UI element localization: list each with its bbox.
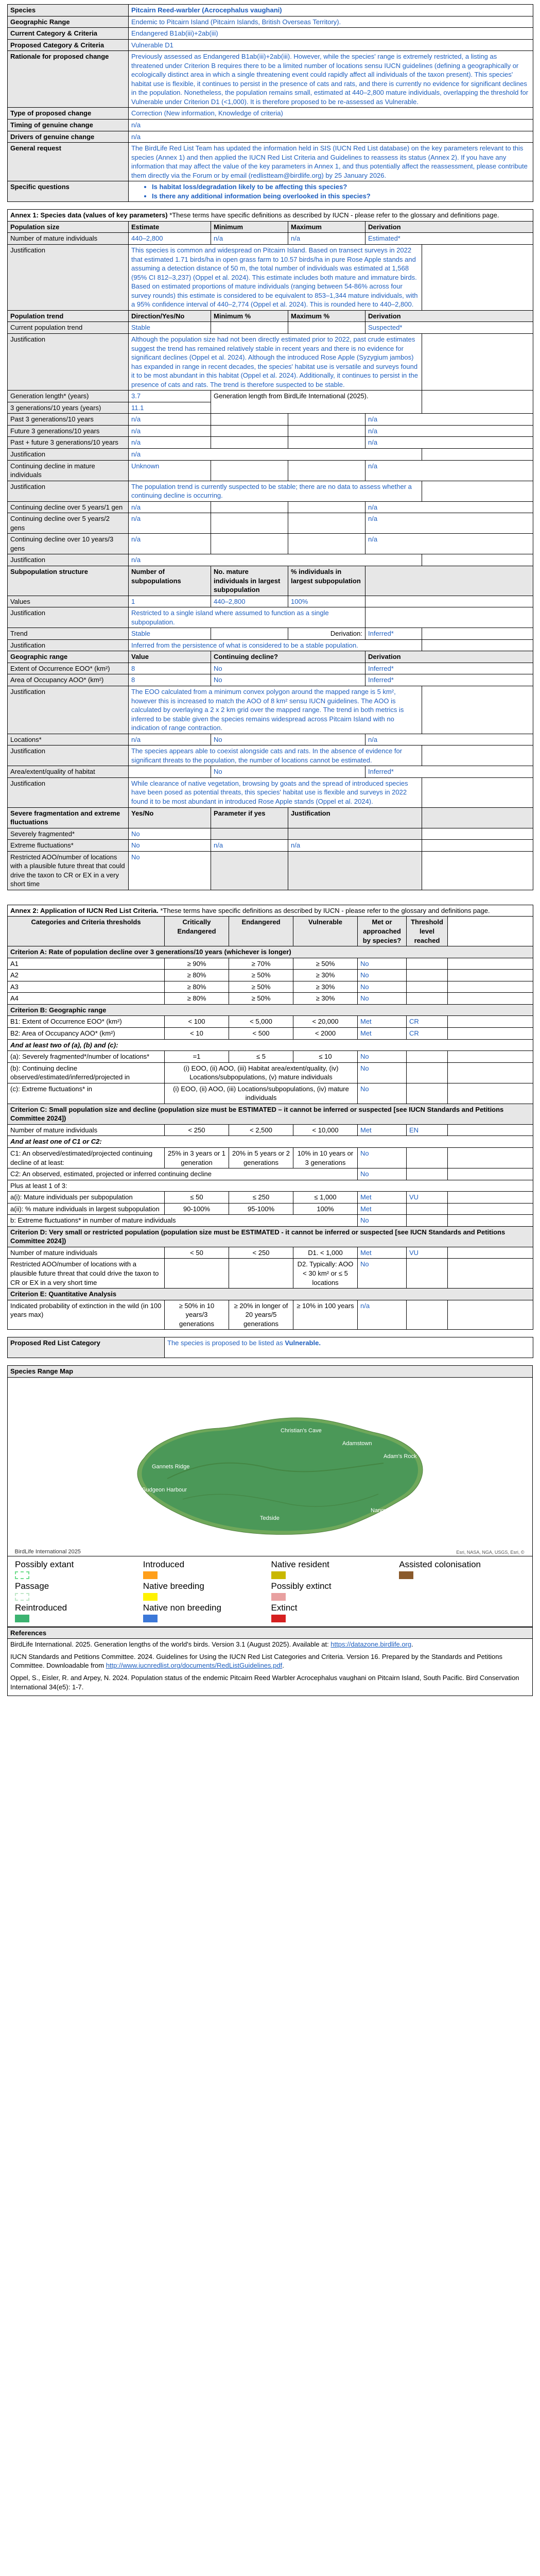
summary-row [8,131,533,143]
pop-trend-header: Population trend [8,310,129,322]
summary-label: Timing of genuine change [8,120,129,131]
legend-item [271,1603,399,1622]
legend-item [143,1560,271,1579]
summary-row [8,120,533,131]
legend-item [399,1560,527,1579]
summary-value: Vulnerable D1 [129,39,533,51]
legend-item [143,1581,271,1601]
species-range-map [7,1378,533,1556]
map-legend [7,1556,533,1627]
summary-row [8,39,533,51]
references-list [8,1639,533,1696]
summary-label: Species [8,5,129,16]
summary-label: Current Category & Criteria [8,28,129,40]
reference-link[interactable]: http://www.iucnredlist.org/documents/RedListGuidelines.pdf [106,1662,283,1670]
pop-size-header: Population size [8,221,129,233]
legend-swatch [271,1615,286,1622]
criterion-c-title: Criterion C: Small population size and decline (population size must be ESTIMATED – it cannot be inferred or suspected [see IUCN Standards and Petitions Committee 2024]) [8,1104,533,1124]
legend-swatch [143,1571,158,1579]
legend-swatch [271,1571,286,1579]
summary-row [8,51,533,108]
legend-item [15,1603,143,1622]
criterion-b-title: Criterion B: Geographic range [8,1004,533,1016]
pop-size-justification: This species is common and widespread on Pitcairn Island. Based on transect surveys in 2022 that estimated 1.71 birds/ha in open grass farm to 10.57 birds/ha in pure Rose Apple stands and assuming a detection distance of 50 m, the total number of individuals was estimated at 1,568 (95% CI 812–3,237) (Oppel et al. 2024). This estimate includes both mature and immature birds. Based on estimated proportions of mature individuals (ranging between 54-86% across four survey rounds) this estimate is considered to be equivalent to 853–1,344 mature individuals, with a 95% confidence interval of 440–2,774 (Oppel et al. 2024). This is rounded here to 440–2,800. [129,245,422,311]
legend-label: Introduced [143,1559,185,1569]
place-label: Nancy's Stone [370,1507,407,1514]
legend-item [271,1581,399,1601]
legend-item [15,1581,143,1601]
summary-label: Rationale for proposed change [8,51,129,108]
aoo-value: 8 [129,674,211,686]
summary-value: Endemic to Pitcairn Island (Pitcairn Islands, British Overseas Territory). [129,16,533,28]
map-source: Esri, NASA, NGA, USGS, Esri, © [456,1549,525,1555]
references-table [7,1627,533,1696]
summary-row [8,143,533,181]
legend-item [271,1560,399,1579]
legend-swatch [271,1593,286,1601]
summary-row [8,108,533,120]
subpop-header: Subpopulation structure [8,566,129,596]
geo-range-header: Geographic range [8,651,129,663]
place-label: Christian's Cave [280,1427,322,1434]
summary-label: Drivers of genuine change [8,131,129,143]
legend-label: Assisted colonisation [399,1559,481,1569]
legend-item [399,1581,527,1601]
pop-trend-justification: Although the population size had not been directly estimated prior to 2022, past crude estimates suggest the trend has remained relatively stable in recent years and there is no evidence for significant declines (Oppel et al. 2024). Although the introduced Rose Apple (Syzygium jambos) has expanded in range in recent decades, the species' habitat use is versatile and surveys found it to be most abundant in this habitat (Oppel et al. 2024). Additionally, it continues to persist in the presence of cats and rats. The trend is therefore suspected to be stable. [129,333,422,390]
summary-value: Correction (New information, Knowledge of criteria) [129,108,533,120]
annex2-table: Annex 2: Application of IUCN Red List Criteria. *These terms have specific definitions as described by IUCN - please refer to the glossary and definitions page. Categories and Criteria thresholds Critically Endangered Endangered Vulnerable Met or approached by species? Threshold level reached Criterion A: Rate of population decline over 3 generations/10 years (whichever is longer) A1 ≥ 90% ≥ 70% ≥ 50% No A2 ≥ 80% ≥ 50% ≥ 30% No A3 ≥ 80% ≥ 50% ≥ 30% No A4 ≥ 80% ≥ 50% ≥ 30% No Criterion B: Geographic range B1: Extent of Occurrence EOO* (km²) < 100 < 5,000 < 20,000 Met CR B2: Area of Occupancy AOO* (km²) < 10 < 500 < 2000 Met CR And at least two of (a), (b) and (c): (a): Severely fragmented*/number of locations* =1 ≤ 5 ≤ 10 No (b): Continuing decline observed/estimated/inferred/projected in (i) EOO, (ii) AOO, (iii) Habitat area/extent/quality, (iv) Locations/subpopulations, (v) mature individuals No (c): Extreme fluctuations* in (i) EOO, (ii) AOO, (iii) Locations/subpopulations, (iv) mature individuals No Criterion C: Small population size and decline (population size must be ESTIMATED – it cannot be inferred or suspected [see IUCN Standards and Petitions Committee 2024]) Number of mature individuals < 250 < 2,500 < 10,000 Met EN And at least one of C1 or C2: C1: An observed/estimated/projected continuing decline of at least: 25% in 3 years or 1 generation 20% in 5 years or 2 generations 10% in 10 years or 3 generations No C2: An observed, estimated, projected or inferred continuing decline No Plus at least 1 of 3: a(i): Mature individuals per subpopulation ≤ 50 ≤ 250 ≤ 1,000 Met VU a(ii): % mature individuals in largest subpopulation 90-100% 95-100% 100% Met b: Extreme fluctuations* in number of mature individuals No Criterion D: Very small or restricted population (population size must be ESTIMATED - it cannot be inferred or suspected [see IUCN Standards and Petitions Committee 2024]) Number of mature individuals < 50 < 250 D1. < 1,000 Met VU Restricted AOO/number of locations with a plausible future threat that could drive the taxon to CR or EX in a very short time D2. Typically: AOO < 30 km² or ≤ 5 locations No Criterion E: Quantitative Analysis Indicated probability of extinction in the wild (in 100 years max) ≥ 50% in 10 years/3 generations ≥ 20% in longer of 20 years/5 generations ≥ 10% in 100 years n/a [7,905,533,1330]
legend-item [15,1560,143,1579]
summary-label: General request [8,143,129,181]
proposed-category-value: The species is proposed to be listed as Vulnerable. [165,1337,533,1358]
annex2-title: Annex 2: Application of IUCN Red List Criteria. *These terms have specific definitions as described by IUCN - please refer to the glossary and definitions page. [8,905,533,917]
trend-period-row: Past 3 generations/10 years n/a n/a [8,414,533,426]
map-title: Species Range Map [8,1366,533,1378]
summary-value: n/a [129,131,533,143]
legend-swatch [399,1571,413,1579]
summary-value: n/a [129,120,533,131]
legend-label: Possibly extant [15,1559,74,1569]
place-label: Gannets Ridge [151,1463,189,1470]
summary-label: Proposed Category & Criteria [8,39,129,51]
legend-swatch [143,1615,158,1622]
criterion-a-row: A3 ≥ 80% ≥ 50% ≥ 30% No [8,981,533,993]
mature-estimate: 440–2,800 [129,233,211,245]
current-trend: Stable [129,322,211,334]
criterion-e-title: Criterion E: Quantitative Analysis [8,1289,533,1300]
legend-label: Reintroduced [15,1602,67,1613]
reference-item: IUCN Standards and Petitions Committee. 2024. Guidelines for Using the IUCN Red List Categories and Criteria. Version 16. Prepared by the Standards and Petitions Committee. Downloadable from http://www.iucnredlist.org/documents/RedListGuidelines.pdf. [10,1652,503,1670]
summary-value: Previously assessed as Endangered B1ab(iii)+2ab(iii). However, while the species' range is extremely restricted, a listing as threatened under Criterion B requires there to be a limited number of locations sensu IUCN guidelines (defining a geographically or ecologically distinct area in which a single threatening event could rapidly affect all individuals of the taxon present). This species' habitat use is flexible, it continues to persist in the presence of cats and rats, and there is currently no evidence for significant declines in the population. Nonetheless, the population remains small, estimated at 440–2,800 mature individuals, overlapping the threshold for Vulnerable under Criterion D1 (<1,000). It is therefore proposed to be re-assessed as Vulnerable. [129,51,533,108]
legend-item [143,1603,271,1622]
annex1-title: Annex 1: Species data (values of key parameters) *These terms have specific definitions as described by IUCN - please refer to the glossary and definitions page. [8,210,533,222]
specific-question: • Is habitat loss/degradation likely to be affecting this species? [152,182,530,192]
trend-period-row: Past + future 3 generations/10 years n/a n/a [8,437,533,449]
trend-period-row: Future 3 generations/10 years n/a n/a [8,425,533,437]
cd-row: Continuing decline over 5 years/1 gen n/a n/a [8,501,533,513]
place-label: Tedside [259,1515,280,1521]
cd-row: Continuing decline over 5 years/2 gens n/a n/a [8,513,533,534]
legend-swatch [15,1593,29,1601]
summary-value: The BirdLife Red List Team has updated the information held in SIS (IUCN Red List database) on the key parameters relevant to this species (Annex 1) and then applied the IUCN Red List Criteria and Guidelines to reassess its status (Annex 2). If you have any information that may affect the value of the key parameters in Annex 1, and thus potentially affect the reassessment, please contribute them directly via the Forum or by email (redlistteam@birdlife.org) by 25 January 2026. [129,143,533,181]
criterion-a-row: A2 ≥ 80% ≥ 50% ≥ 30% No [8,970,533,981]
references-title: References [8,1627,533,1639]
criterion-a-row: A4 ≥ 80% ≥ 50% ≥ 30% No [8,993,533,1005]
legend-swatch [15,1615,29,1622]
mature-derivation: Estimated* [365,233,533,245]
legend-label: Extinct [271,1602,298,1613]
place-label: Gudgeon Harbour [141,1486,187,1493]
continuing-decline-value: Unknown [129,460,211,481]
proposed-category-label: Proposed Red List Category [8,1337,165,1358]
summary-row [8,5,533,16]
specific-question: • Is there any additional information being overlooked in this species? [152,192,530,201]
annex1-table: Annex 1: Species data (values of key parameters) *These terms have specific definitions as described by IUCN - please refer to the glossary and definitions page. Population size Estimate Minimum Maximum Derivation Number of mature individuals 440–2,800 n/a n/a Estimated* Justification This species is common and widespread on Pitcairn Island. Based on transect surveys in 2022 that estimated 1.71 birds/ha in open grass farm to 10.57 birds/ha in pure Rose Apple stands and assuming a detection distance of 50 m, the total number of individuals was estimated at 1,568 (95% CI 812–3,237) (Oppel et al. 2024). This estimate includes both mature and immature birds. Based on estimated proportions of mature individuals (ranging between 54-86% across four survey rounds) this estimate is considered to be equivalent to 853–1,344 mature individuals, with a 95% confidence interval of 440–2,774 (Oppel et al. 2024). This is rounded here to 440–2,800. Population trend Direction/Yes/No Minimum % Maximum % Derivation Current population trend Stable Suspected* Justification Although the population size had not been directly estimated prior to 2022, past crude estimates suggest the trend has remained relatively stable in recent years and there is no evidence for significant declines (Oppel et al. 2024). Although the introduced Rose Apple (Syzygium jambos) has expanded in range in recent decades, the species' habitat use is versatile and surveys found it to be most abundant in this habitat (Oppel et al. 2024). Additionally, it continues to persist in the presence of cats and rats. The trend is therefore suspected to be stable. Generation length* (years) 3.7 Generation length from BirdLife International (2025). 3 generations/10 years (years) 11.1 Past 3 generations/10 years n/a n/a Future 3 generations/10 years n/a n/a Past + future 3 generations/10 years n/a n/a Justification n/a Continuing decline in mature individuals Unknown n/a Justification The population trend is currently suspected to be stable; there are no data to assess whether a continuing decline is occurring. Continuing decline over 5 years/1 gen n/a n/a Continuing decline over 5 years/2 gens n/a n/a Continuing decline over 10 years/3 gens n/a n/a Justification n/a Subpopulation structure Number of subpopulations No. mature individuals in largest subpopulation % individuals in largest subpopulation Values 1 440–2,800 100% Justification Restricted to a single island where assumed to function as a single subpopulation. Trend Stable Derivation: Inferred* Justification Inferred from the persistence of what is considered to be a stable population. Geographic range Value Continuing decline? Derivation Extent of Occurrence EOO* (km²) 8 No Inferred* Area of Occupancy AOO* (km²) 8 No Inferred* Justification The EOO calculated from a minimum convex polygon around the mapped range is 5 km², however this is increased to match the AOO of 8 km² sensu IUCN guidelines. The AOO is calculated by overlaying a 2 x 2 km grid over the mapped range. The trend in both metrics is inferred to be stable given the species remains widespread across Pitcairn Island with no indication of range contraction. Locations* n/a No n/a Justification The species appears able to coexist alongside cats and rats. In the absence of evidence for significant threats to the population, the number of locations cannot be estimated. Area/extent/quality of habitat No Inferred* Justification While clearance of native vegetation, browsing by goats and the spread of introduced species have been posed as potential threats, this species' habitat use is flexible and surveys in 2022 found it to be most abundant in introduced Rose Apple stands (Oppel et al. 2024). Severe fragmentation and extreme fluctuations Yes/No Parameter if yes Justification Severely fragmented* No Extreme fluctuations* No n/a n/a Restricted AOO/number of locations with a plausible future threat that could drive the taxon to CR or EX in a very short time No [7,209,533,890]
map-title-table [7,1365,533,1378]
legend-label: Native non breeding [143,1602,221,1613]
frag-header: Severe fragmentation and extreme fluctuations [8,807,129,828]
summary-label: Type of proposed change [8,108,129,120]
mature-individuals-label: Number of mature individuals [8,233,129,245]
criterion-a-row: A1 ≥ 90% ≥ 70% ≥ 50% No [8,958,533,970]
eoo-value: 8 [129,663,211,674]
specific-questions [129,181,533,202]
proposed-category-table [7,1337,533,1358]
reference-item: Oppel, S., Eisler, R. and Arpey, N. 2024. Population status of the endemic Pitcairn Reed Warbler Acrocephalus vaughani on Pitcairn Island, South Pacific. Bird Conservation International 34(e5): 1-7. [10,1674,519,1691]
map-credit: BirdLife International 2025 [14,1548,81,1555]
legend-swatch [15,1571,29,1579]
summary-value: Pitcairn Reed-warbler (Acrocephalus vaughani) [129,5,533,16]
summary-row [8,181,533,202]
legend-item [399,1603,527,1622]
place-label: Adamstown [342,1440,372,1447]
legend-swatch [143,1593,158,1601]
legend-label: Passage [15,1581,49,1591]
summary-value: Endangered B1ab(iii)+2ab(iii) [129,28,533,40]
criterion-d-title: Criterion D: Very small or restricted population (population size must be ESTIMATED - it cannot be inferred or suspected [see IUCN Standards and Petitions Committee 2024]) [8,1226,533,1247]
summary-table [7,4,533,202]
summary-label: Specific questions [8,181,129,202]
cd-row: Continuing decline over 10 years/3 gens n/a n/a [8,534,533,554]
summary-row [8,16,533,28]
criterion-a-title: Criterion A: Rate of population decline over 3 generations/10 years (whichever is longer) [8,946,533,958]
generation-length: 3.7 [129,391,211,402]
legend-label: Possibly extinct [271,1581,332,1591]
reference-item: BirdLife International. 2025. Generation lengths of the world's birds. Version 3.1 (August 2025). Available at: https://datazone.birdlife.org. [10,1640,413,1649]
range-map-svg [13,1381,528,1556]
legend-label: Native breeding [143,1581,204,1591]
place-label: Adam's Rock [383,1453,416,1460]
summary-label: Geographic Range [8,16,129,28]
legend-label: Native resident [271,1559,329,1569]
reference-link[interactable]: https://datazone.birdlife.org [330,1640,412,1649]
summary-row [8,28,533,40]
